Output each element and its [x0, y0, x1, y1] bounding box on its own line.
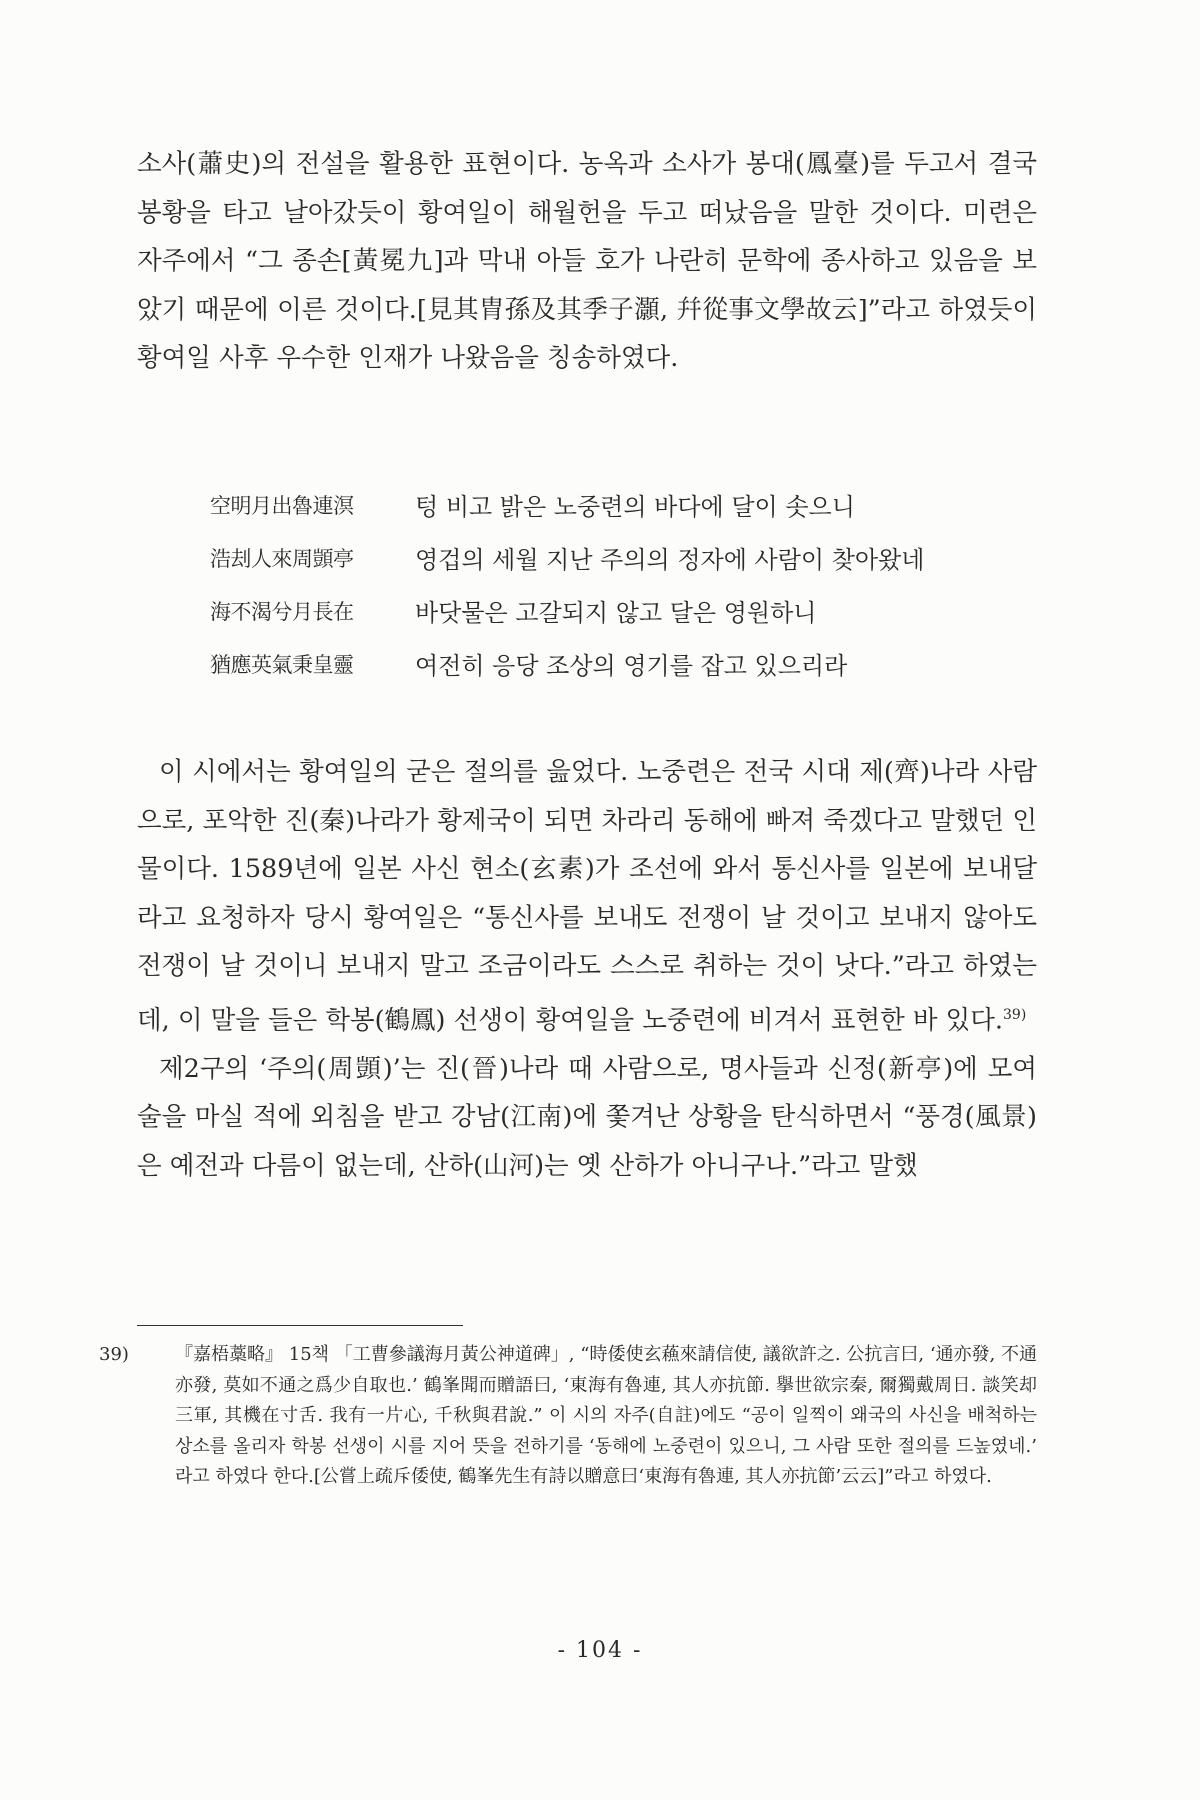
footnote [99, 1340, 1037, 1493]
poem-line [210, 531, 990, 584]
poem-line [210, 478, 990, 531]
page-number: - 104 - [557, 1638, 643, 1663]
body-paragraphs [137, 748, 1037, 1190]
paragraph-text: 이 시에서는 황여일의 굳은 절의를 읊었다. 노중련은 전국 시대 제(齊)나라 사람으로, 포악한 진(秦)나라가 황제국이 되면 차라리 동해에 빠져 죽겠다고 말했던 인물이다. 1589년에 일본 사신 현소(玄素)가 조선에 와서 통신사를 일본에 보내달라고 요청하자 당시 황여일은 “통신사를 보내도 전쟁이 날 것이고 보내지 않아도 전쟁이 날 것이니 보내지 말고 조금이라도 스스로 취하는 것이 낫다.”라고 하였는데, 이 말을 들은 학봉(鶴鳳) 선생이 황여일을 노중련에 비겨서 표현한 바 있다. [137, 757, 1037, 1035]
body-paragraph-3: 제2구의 ‘주의(周顗)’는 진(晉)나라 때 사람으로, 명사들과 신정(新亭)에 모여 술을 마실 적에 외침을 받고 강남(江南)에 쫓겨난 상황을 탄식하면서 “풍경(風景)은 예전과 다름이 없는데, 산하(山河)는 옛 산하가 아니구나.”라고 말했 [137, 1053, 1037, 1181]
poem-line [210, 637, 990, 690]
poem-translation: 여전히 응당 조상의 영기를 잡고 있으리라 [415, 652, 848, 680]
paragraph-text: 소사(蕭史)의 전설을 활용한 표현이다. 농옥과 소사가 봉대(鳳臺)를 두고서 결국 봉황을 타고 날아갔듯이 황여일이 해월헌을 두고 떠났음을 말한 것이다. 미련은 자주에서 “그 종손[黃冕九]과 막내 아들 호가 나란히 문학에 종사하고 있음을 보았기 때문에 이른 것이다.[見其胄孫及其季子灝, 幷從事文學故云]”라고 하였듯이 황여일 사후 우수한 인재가 나왔음을 칭송하였다. [137, 149, 1037, 373]
poem-translation: 영겁의 세월 지난 주의의 정자에 사람이 찾아왔네 [415, 546, 925, 574]
poem-block [210, 478, 990, 690]
poem-hanja: 空明月出魯連溟 [210, 493, 354, 518]
poem-hanja: 海不渴兮月長在 [210, 599, 354, 624]
poem-translation: 텅 비고 밝은 노중련의 바다에 달이 솟으니 [415, 493, 855, 521]
poem-hanja: 猶應英氣秉皇靈 [210, 652, 354, 677]
footnote-entry [99, 1340, 1037, 1493]
footnote-text: 『嘉梧藁略』 15책 「工曹參議海月黃公神道碑」, “時倭使玄蘓來請信使, 議欲許之. 公抗言曰, ‘通亦發, 不通亦發, 莫如不通之爲少自取也.’ 鶴峯聞而贈語曰, ‘東海有魯連, 其人亦抗節. 擧世欲宗秦, 爾獨戴周日. 談笑却三軍, 其機在寸舌. 我有一片心, 千秋與君說.” 이 시의 자주(自註)에도 “공이 일찍이 왜국의 사신을 배척하는 상소를 올리자 학봉 선생이 시를 지어 뜻을 전하기를 ‘동해에 노중련이 있으니, 그 사람 또한 절의를 드높였네.’ 라고 하였다 한다.[公嘗上疏斥倭使, 鶴峯先生有詩以贈意曰‘東海有魯連, 其人亦抗節’云云]”라고 하였다. [175, 1344, 1037, 1487]
poem-hanja: 浩刦人來周顗亭 [210, 546, 354, 571]
footnote-number: 39) [99, 1344, 129, 1365]
poem-line [210, 584, 990, 637]
body-paragraph-1 [137, 140, 1037, 383]
body-paragraph-2 [137, 748, 1037, 1045]
poem-translation: 바닷물은 고갈되지 않고 달은 영원하니 [415, 599, 817, 627]
footnote-ref[interactable]: 39) [1003, 1006, 1027, 1023]
footnote-divider [137, 1325, 463, 1326]
